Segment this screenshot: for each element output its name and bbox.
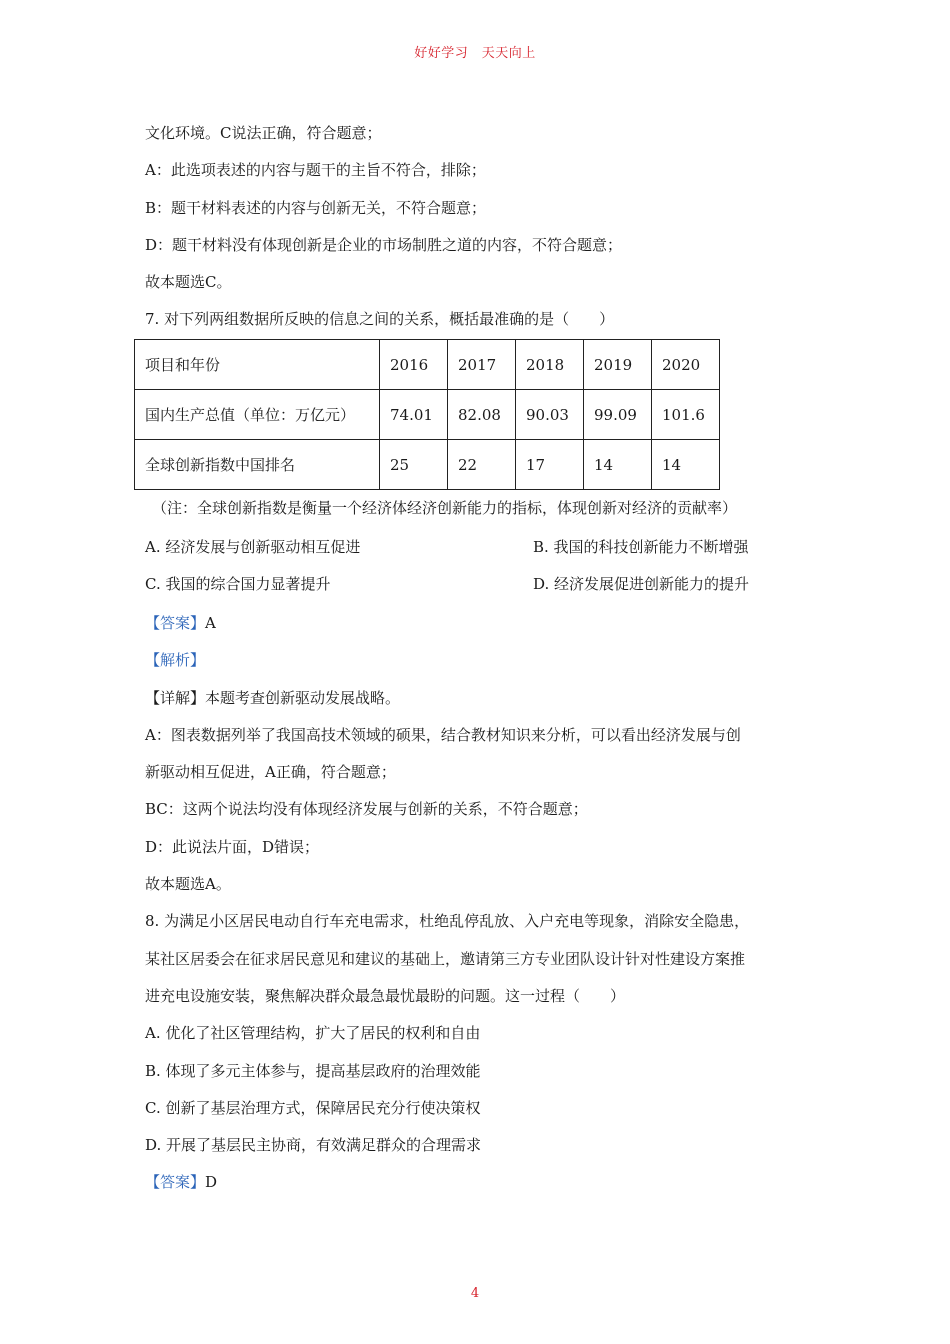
table-cell: 22 (448, 440, 516, 490)
answer-tag: 【答案】 (145, 1173, 206, 1192)
table-note: （注：全球创新指数是衡量一个经济体经济创新能力的指标，体现创新对经济的贡献率） (152, 499, 738, 517)
answer-tag: 【答案】 (145, 614, 206, 632)
table-cell: 90.03 (516, 390, 584, 440)
q8-option-c: C. 创新了基层治理方式，保障居民充分行使决策权 (145, 1098, 481, 1117)
analysis-tag: 【解析】 (145, 651, 206, 670)
answer-value: D (205, 1173, 218, 1192)
table-cell: 项目和年份 (135, 340, 380, 390)
detail-tag: 【详解】 (145, 688, 206, 707)
text-line: 文化环境。C说法正确，符合题意； (145, 124, 382, 142)
text-line: A：此选项表述的内容与题干的主旨不符合，排除； (145, 161, 486, 180)
data-table (134, 339, 720, 490)
table-cell: 99.09 (584, 390, 652, 440)
q7-solution-block (145, 610, 825, 1207)
page-number: 4 (470, 1286, 480, 1301)
table-cell: 17 (516, 440, 584, 490)
text-line: B：题干材料表述的内容与创新无关，不符合题意； (145, 198, 487, 217)
table-cell: 2019 (584, 340, 652, 390)
table-row (135, 440, 720, 490)
answer-value: A (205, 614, 216, 632)
q8-option-b: B. 体现了多元主体参与，提高基层政府的治理效能 (145, 1061, 481, 1080)
question-8-stem: 进充电设施安装，聚焦解决群众最急最忧最盼的问题。这一过程（ ） (145, 986, 626, 1005)
question-8-stem: 某社区居委会在征求居民意见和建议的基础上，邀请第三方专业团队设计针对性建设方案推 (145, 949, 746, 968)
q8-answer (145, 1169, 825, 1206)
page-header: 好好学习 天天向上 (414, 46, 536, 61)
q7-analysis (145, 647, 825, 684)
q7-option-d: D. 经济发展促进创新能力的提升 (533, 575, 750, 593)
table-cell: 101.6 (652, 390, 720, 440)
table-cell: 74.01 (380, 390, 448, 440)
table-cell: 国内生产总值（单位：万亿元） (135, 390, 380, 440)
table-row (135, 390, 720, 440)
question-7-stem: 7. 对下列两组数据所反映的信息之间的关系，概括最准确的是（ ） (145, 310, 615, 329)
q8-option-d: D. 开展了基层民主协商，有效满足群众的合理需求 (145, 1136, 482, 1155)
table-cell: 82.08 (448, 390, 516, 440)
text-line: A：图表数据列举了我国高技术领域的硕果，结合教材知识来分析，可以看出经济发展与创 (145, 725, 741, 744)
question-8-stem: 8. 为满足小区居民电动自行车充电需求，杜绝乱停乱放、入户充电等现象，消除安全隐患， (145, 912, 750, 931)
table-cell: 全球创新指数中国排名 (135, 440, 380, 490)
table-cell: 2017 (448, 340, 516, 390)
table-cell: 2016 (380, 340, 448, 390)
top-text-block (145, 120, 825, 344)
text-line: D：题干材料没有体现创新是企业的市场制胜之道的内容，不符合题意； (145, 235, 623, 254)
q7-answer (145, 610, 825, 647)
text-line: 故本题选C。 (145, 273, 232, 292)
table-cell: 25 (380, 440, 448, 490)
q7-option-a: A. 经济发展与创新驱动相互促进 (145, 538, 361, 556)
q8-option-a: A. 优化了社区管理结构，扩大了居民的权利和自由 (145, 1024, 481, 1043)
q7-detail (145, 685, 825, 722)
text-line: D：此说法片面，D错误； (145, 837, 320, 856)
text-line: 新驱动相互促进，A正确，符合题意； (145, 763, 396, 782)
q7-option-c: C. 我国的综合国力显著提升 (145, 575, 331, 593)
table-cell: 2020 (652, 340, 720, 390)
text-line: 故本题选A。 (145, 875, 231, 894)
text-line: BC：这两个说法均没有体现经济发展与创新的关系，不符合题意； (145, 800, 588, 819)
table-cell: 2018 (516, 340, 584, 390)
q7-option-b: B. 我国的科技创新能力不断增强 (533, 538, 749, 556)
table-cell: 14 (584, 440, 652, 490)
table-cell: 14 (652, 440, 720, 490)
detail-text: 本题考查创新驱动发展战略。 (205, 688, 401, 707)
table-row (135, 340, 720, 390)
